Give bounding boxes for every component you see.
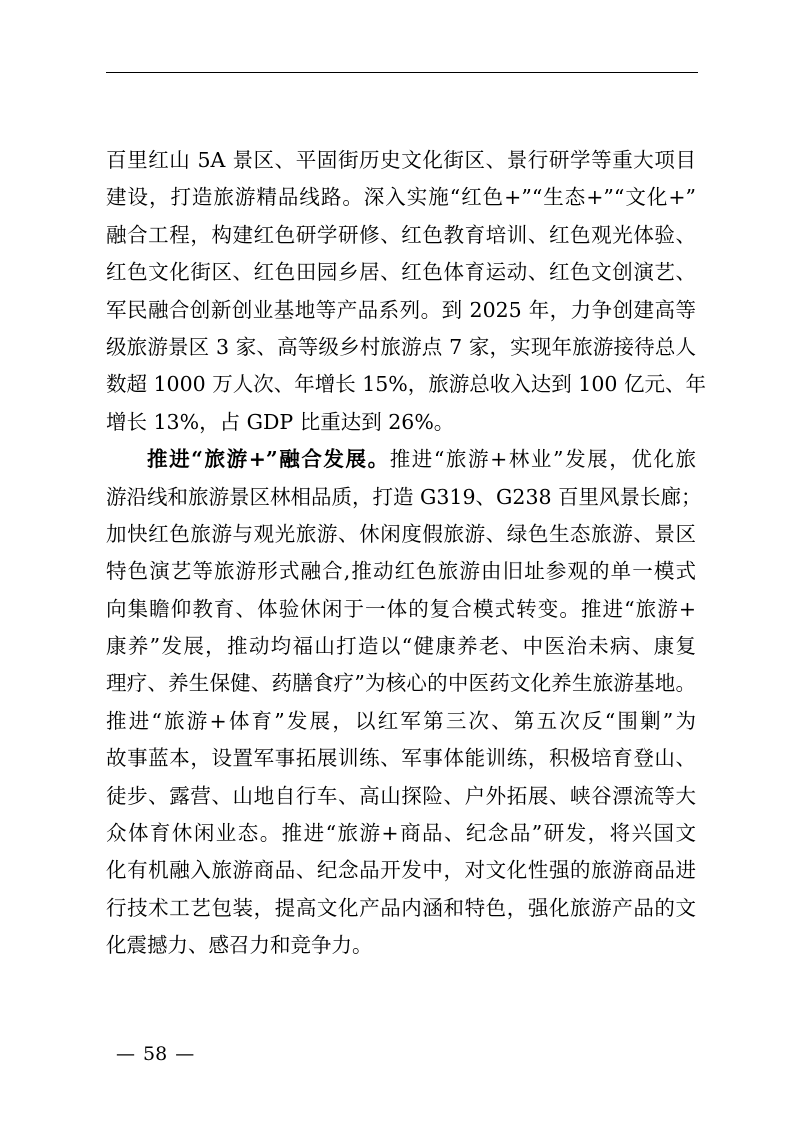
footer-dash-right: — bbox=[175, 1043, 195, 1065]
text-line: 游沿线和旅游景区林相品质，打造 G319、G238 百里风景长廊； bbox=[106, 484, 702, 509]
paragraph-heading: 推进“旅游+”融合发展。 bbox=[147, 447, 390, 472]
text-line: 增长 13%，占 GDP 比重达到 26%。 bbox=[106, 409, 455, 434]
text-line: 级旅游景区 3 家、高等级乡村旅游点 7 家，实现年旅游接待总人 bbox=[106, 334, 696, 359]
text-line: 推进“旅游+体育”发展，以红军第三次、第五次反“围剿”为 bbox=[106, 708, 696, 733]
page-footer bbox=[108, 1042, 202, 1066]
text-line: 融合工程，构建红色研学研修、红色教育培训、红色观光体验、 bbox=[106, 222, 696, 247]
text-line: 故事蓝本，设置军事拓展训练、军事体能训练，积极培育登山、 bbox=[106, 746, 696, 771]
text-line: 军民融合创新创业基地等产品系列。到 2025 年，力争创建高等 bbox=[106, 297, 696, 322]
text-line: 建设，打造旅游精品线路。深入实施“红色+”“生态+”“文化+” bbox=[106, 185, 696, 210]
paragraph-1 bbox=[106, 142, 706, 441]
header-rule bbox=[106, 72, 698, 73]
text-line: 向集瞻仰教育、体验休闲于一体的复合模式转变。推进“旅游+ bbox=[106, 596, 696, 621]
body-text bbox=[106, 142, 706, 965]
text-line: 行技术工艺包装，提高文化产品内涵和特色，强化旅游产品的文 bbox=[106, 895, 696, 920]
text-line: 百里红山 5A 景区、平固街历史文化街区、景行研学等重大项目 bbox=[106, 148, 696, 172]
text-line: 徒步、露营、山地自行车、高山探险、户外拓展、峡谷漂流等大 bbox=[106, 783, 696, 808]
text-line: 特色演艺等旅游形式融合,推动红色旅游由旧址参观的单一模式 bbox=[106, 559, 696, 584]
text-line bbox=[106, 441, 696, 478]
text-line: 理疗、养生保健、药膳食疗”为核心的中医药文化养生旅游基地。 bbox=[106, 671, 696, 696]
text-line: 众体育休闲业态。推进“旅游+商品、纪念品”研发，将兴国文 bbox=[106, 821, 696, 846]
footer-dash-left: — bbox=[116, 1043, 135, 1065]
text-line: 康养”发展，推动均福山打造以“健康养老、中医治未病、康复 bbox=[106, 634, 696, 659]
text-line: 化震撼力、感召力和竞争力。 bbox=[106, 933, 373, 958]
text-line: 化有机融入旅游商品、纪念品开发中，对文化性强的旅游商品进 bbox=[106, 858, 696, 883]
text-line: 数超 1000 万人次、年增长 15%，旅游总收入达到 100 亿元、年 bbox=[106, 372, 706, 397]
text-line: 红色文化街区、红色田园乡居、红色体育运动、红色文创演艺、 bbox=[106, 260, 696, 285]
text-line: 加快红色旅游与观光旅游、休闲度假旅游、绿色生态旅游、景区 bbox=[106, 521, 696, 546]
paragraph-first-line-text: 推进“旅游+林业”发展，优化旅 bbox=[389, 447, 696, 472]
paragraph-2 bbox=[106, 441, 702, 964]
page-number: 58 bbox=[143, 1043, 168, 1065]
